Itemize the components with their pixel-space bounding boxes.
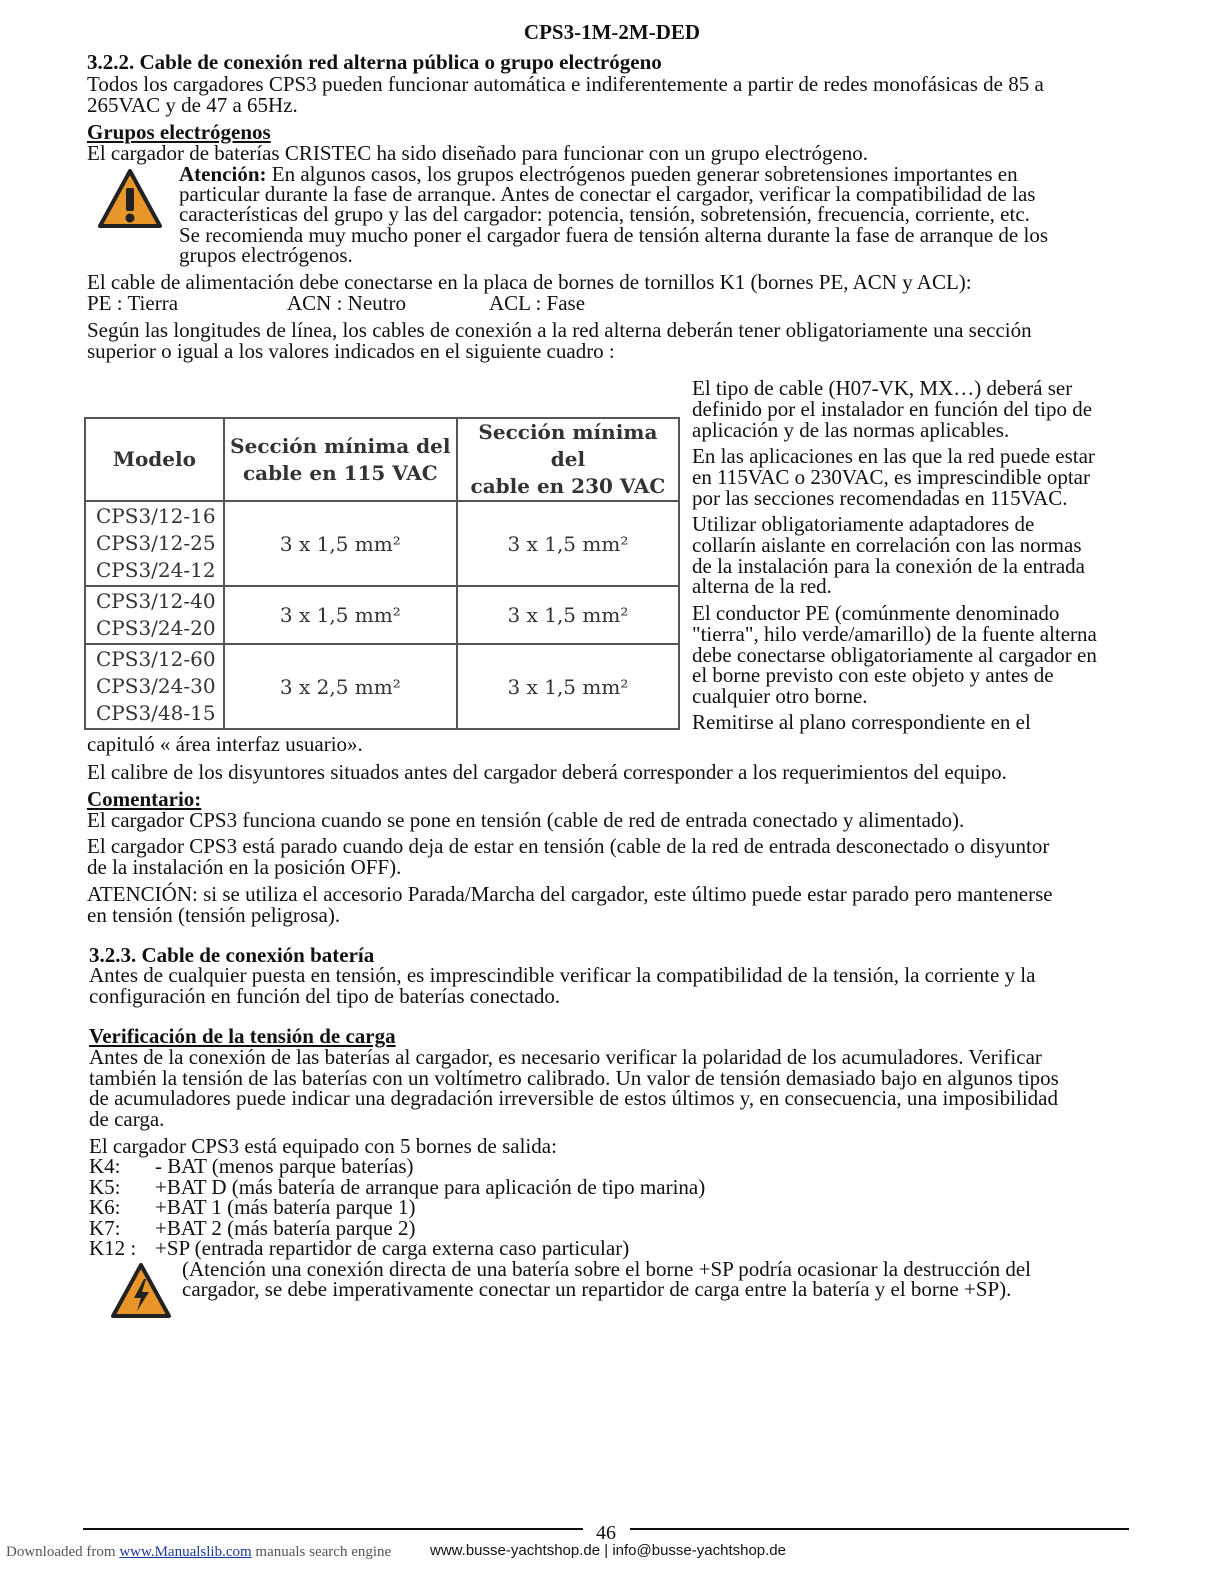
borne-key: K5:	[89, 1174, 121, 1199]
electrical-hazard-icon	[110, 1262, 172, 1320]
verificacion-title: Verificación de la tensión de carga	[89, 1024, 396, 1048]
side-text-line: en 115VAC o 230VAC, es imprescindible optar	[692, 465, 1090, 489]
paragraph-line: de carga.	[89, 1107, 165, 1131]
footer-shop: www.busse-yachtshop.de | info@busse-yachtshop.de	[430, 1542, 786, 1559]
column-header-230	[457, 418, 679, 501]
paragraph-line: ATENCIÓN: si se utiliza el accesorio Parada/Marcha del cargador, este último puede estar parado pero mantenerse	[87, 882, 1053, 906]
atencion-label: Atención:	[179, 162, 267, 186]
borne-key: K12 :	[89, 1236, 137, 1260]
paragraph-line: configuración en función del tipo de baterías conectado.	[89, 984, 561, 1008]
side-text-line: debe conectarse obligatoriamente al cargador en	[692, 643, 1097, 667]
footer-downloaded	[6, 1544, 391, 1561]
paragraph-line: Según las longitudes de línea, los cables de conexión a la red alterna deberán tener obligatoriamente una sección	[87, 318, 1032, 342]
atencion-line: características del grupo y las del cargador: potencia, tensión, sobretensión, frecuencia, corriente, etc.	[179, 202, 1030, 226]
atencion-line: Se recomienda muy mucho poner el cargador fuera de tensión alterna durante la fase de arranque de los	[179, 223, 1048, 247]
paragraph-line: El cargador de baterías CRISTEC ha sido diseñado para funcionar con un grupo electrógeno.	[87, 141, 869, 165]
paragraph-line: El cable de alimentación debe conectarse en la placa de bornes de tornillos K1 (bornes PE, ACN y ACL):	[87, 270, 972, 294]
side-text-line: Remitirse al plano correspondiente en el	[692, 710, 1031, 734]
header-text: cable en 115 VAC	[242, 460, 438, 485]
page-number: 46	[596, 1522, 616, 1544]
section-115-cell: 3 x 2,5 mm²	[224, 644, 457, 729]
side-text-line: El conductor PE (comúnmente denominado	[692, 601, 1060, 625]
section-115-cell: 3 x 1,5 mm²	[224, 586, 457, 644]
section-230-cell: 3 x 1,5 mm²	[457, 586, 679, 644]
paragraph-line: superior o igual a los valores indicados en el siguiente cuadro :	[87, 339, 615, 363]
paragraph-line: Antes de la conexión de las baterías al cargador, es necesario verificar la polaridad de los acumuladores. Verificar	[89, 1045, 1042, 1069]
model-name: CPS3/12-40	[96, 589, 216, 613]
footer-text: Downloaded from	[6, 1544, 116, 1560]
model-name: CPS3/12-16	[96, 504, 216, 528]
warning-line: cargador, se debe imperativamente conectar un repartidor de carga entre la batería y el borne +SP).	[182, 1277, 1012, 1301]
column-header-115	[224, 418, 457, 501]
table-row	[85, 586, 679, 644]
atencion-text: En algunos casos, los grupos electrógenos pueden generar sobretensiones importantes en	[271, 162, 1018, 186]
warning-line: (Atención una conexión directa de una batería sobre el borne +SP podría ocasionar la destrucción del	[182, 1257, 1032, 1281]
side-text-line: collarín aislante en correlación con las normas	[692, 533, 1082, 557]
model-cell	[85, 586, 224, 644]
acl-label: ACL : Fase	[489, 291, 586, 315]
model-cell	[85, 644, 224, 729]
manualslib-link[interactable]: www.Manualslib.com	[119, 1544, 252, 1560]
side-text-line: "tierra", hilo verde/amarillo) de la fuente alterna	[692, 622, 1097, 646]
model-name: CPS3/48-15	[96, 701, 216, 725]
paragraph-line: Todos los cargadores CPS3 pueden funcionar automática e indiferentemente a partir de redes monofásicas de 85 a	[87, 72, 1044, 96]
cable-section-table	[84, 417, 680, 730]
footer-text: manuals search engine	[255, 1544, 392, 1560]
side-text-line: definido por el instalador en función del tipo de	[692, 397, 1093, 421]
borne-key: K7:	[89, 1215, 121, 1240]
paragraph-line: de acumuladores puede indicar una degradación irreversible de estos últimos y, en consecuencia, una imposibilidad	[89, 1086, 1058, 1110]
list-item	[89, 1156, 705, 1177]
paragraph-line: capituló « área interfaz usuario».	[87, 732, 363, 756]
side-text-line: cualquier otro borne.	[692, 684, 868, 708]
model-name: CPS3/24-20	[96, 616, 216, 640]
footer-rule-left	[83, 1528, 583, 1530]
list-item	[89, 1215, 705, 1240]
paragraph-line: El cargador CPS3 funciona cuando se pone en tensión (cable de red de entrada conectado y alimentado).	[87, 808, 965, 832]
section-115-cell: 3 x 1,5 mm²	[224, 501, 457, 586]
borne-key: K4:	[89, 1154, 121, 1178]
atencion-line: grupos electrógenos.	[179, 243, 353, 267]
acn-label: ACN : Neutro	[287, 291, 406, 315]
borne-desc: +BAT 2 (más batería parque 2)	[155, 1215, 416, 1240]
model-cell	[85, 501, 224, 586]
side-text-line: el borne previsto con este objeto y antes de	[692, 663, 1054, 687]
model-name: CPS3/24-12	[96, 558, 216, 582]
paragraph-line: 265VAC y de 47 a 65Hz.	[87, 93, 298, 117]
table-row	[85, 644, 679, 729]
paragraph-line: de la instalación en la posición OFF).	[87, 855, 402, 879]
header-text: cable en 230 VAC	[470, 474, 666, 498]
comentario-title: Comentario:	[87, 787, 202, 811]
borne-desc: +SP (entrada repartidor de carga externa caso particular)	[155, 1236, 630, 1260]
side-text-line: Utilizar obligatoriamente adaptadores de	[692, 512, 1035, 536]
model-name: CPS3/24-30	[96, 674, 216, 698]
paragraph-line: Antes de cualquier puesta en tensión, es imprescindible verificar la compatibilidad de la tensión, la corriente y la	[89, 963, 1036, 987]
section-title-3-2-2: 3.2.2. Cable de conexión red alterna pública o grupo electrógeno	[87, 50, 662, 74]
side-text-line: En las aplicaciones en las que la red puede estar	[692, 444, 1095, 468]
section-title-3-2-3: 3.2.3. Cable de conexión batería	[89, 943, 375, 967]
warning-exclamation-icon	[97, 168, 163, 230]
side-text-line: aplicación y de las normas aplicables.	[692, 418, 1010, 442]
table-header-row	[85, 418, 679, 501]
borne-desc: - BAT (menos parque baterías)	[155, 1154, 414, 1178]
header-text: Sección mínima del	[230, 433, 451, 458]
table-row	[85, 501, 679, 586]
borne-key: K6:	[89, 1195, 121, 1219]
grupos-title: Grupos electrógenos	[87, 120, 271, 144]
footer-rule-right	[630, 1528, 1129, 1530]
side-text-line: por las secciones recomendadas en 115VAC.	[692, 486, 1068, 510]
list-item	[89, 1197, 705, 1218]
atencion-line: particular durante la fase de arranque. Antes de conectar el cargador, verificar la compatibilidad de las	[179, 182, 1036, 206]
section-230-cell: 3 x 1,5 mm²	[457, 644, 679, 729]
paragraph-line: El cargador CPS3 está parado cuando deja de estar en tensión (cable de la red de entrada desconectado o disyuntor	[87, 834, 1050, 858]
borne-desc: +BAT D (más batería de arranque para aplicación de tipo marina)	[155, 1174, 706, 1199]
side-text-line: de la instalación para la conexión de la entrada	[692, 554, 1085, 578]
list-item	[89, 1238, 705, 1259]
borne-desc: +BAT 1 (más batería parque 1)	[155, 1195, 416, 1219]
column-header-model: Modelo	[85, 418, 224, 501]
pe-label: PE : Tierra	[87, 291, 179, 315]
side-text-line: El tipo de cable (H07-VK, MX…) deberá ser	[692, 376, 1073, 400]
section-230-cell: 3 x 1,5 mm²	[457, 501, 679, 586]
model-name: CPS3/12-60	[96, 647, 216, 671]
paragraph-line: El cargador CPS3 está equipado con 5 bornes de salida:	[89, 1134, 557, 1158]
paragraph-line: en tensión (tensión peligrosa).	[87, 903, 341, 927]
list-item	[89, 1174, 706, 1199]
page-header: CPS3-1M-2M-DED	[523, 20, 701, 44]
paragraph-line: El calibre de los disyuntores situados antes del cargador deberá corresponder a los requerimientos del equipo.	[87, 760, 1007, 784]
bornes-list	[89, 1156, 705, 1259]
header-text: Sección mínima del	[478, 420, 658, 471]
side-text-line: alterna de la red.	[692, 574, 832, 598]
model-name: CPS3/12-25	[96, 531, 216, 555]
paragraph-line: también la tensión de las baterías con un voltímetro calibrado. Un valor de tensión demasiado bajo en algunos tipos	[89, 1066, 1059, 1090]
